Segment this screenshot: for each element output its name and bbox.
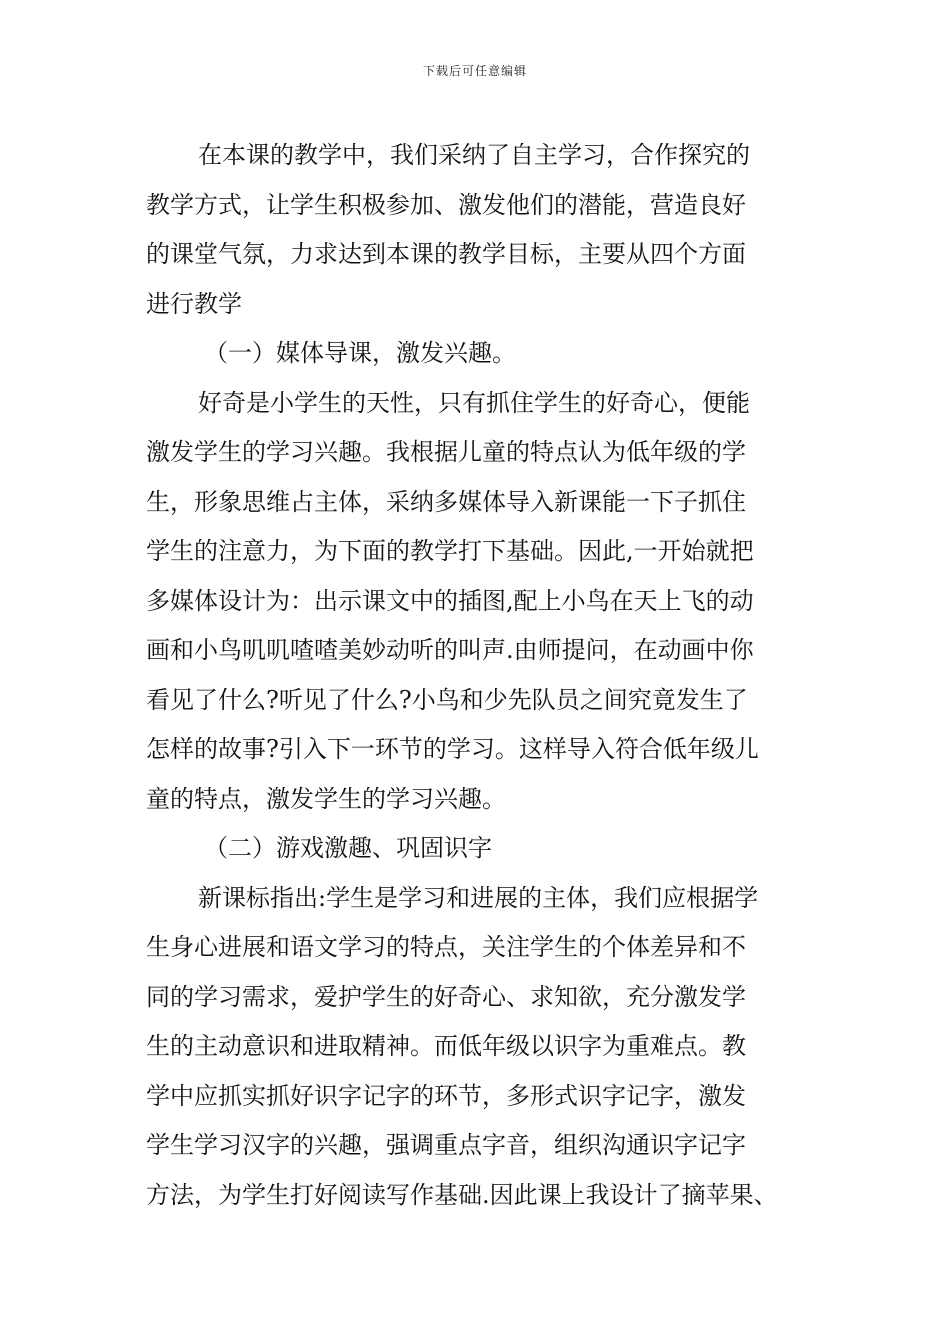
paragraph-line: 学生的注意力，为下面的教学打下基础。因此,一开始就把: [146, 537, 754, 565]
section-heading: （一）媒体导课，激发兴趣。: [204, 339, 516, 367]
paragraph-line: 教学方式，让学生积极参加、激发他们的潜能，营造良好: [146, 190, 746, 219]
paragraph-line: 新课标指出:学生是学习和进展的主体，我们应根据学: [198, 883, 759, 912]
page-header: 下载后可任意编辑: [422, 64, 527, 78]
paragraph-line: 方法，为学生打好阅读写作基础.因此课上我设计了摘苹果、: [146, 1180, 778, 1209]
paragraph-line: 看见了什么?听见了什么?小鸟和少先队员之间究竟发生了: [146, 685, 748, 714]
paragraph-line: 生身心进展和语文学习的特点，关注学生的个体差异和不: [146, 933, 746, 961]
paragraph-line: 学生学习汉字的兴趣，强调重点字音，组织沟通识字记字: [146, 1131, 746, 1159]
paragraph-line: 激发学生的学习兴趣。我根据儿童的特点认为低年级的学: [146, 438, 746, 466]
paragraph-line: 童的特点，激发学生的学习兴趣。: [146, 784, 506, 813]
paragraph-line: 好奇是小学生的天性，只有抓住学生的好奇心，便能: [198, 388, 750, 417]
paragraph-line: 怎样的故事?引入下一环节的学习。这样导入符合低年级儿: [146, 735, 759, 763]
paragraph-line: 画和小鸟叽叽喳喳美妙动听的叫声.由师提问，在动画中你: [146, 636, 754, 664]
paragraph-line: 在本课的教学中，我们采纳了自主学习，合作探究的: [198, 141, 750, 169]
section-heading: （二）游戏激趣、巩固识字: [204, 834, 492, 862]
paragraph-line: 的课堂气氛，力求达到本课的教学目标，主要从四个方面: [146, 240, 746, 268]
paragraph-line: 生，形象思维占主体，采纳多媒体导入新课能一下子抓住: [146, 487, 746, 516]
paragraph-line: 学中应抓实抓好识字记字的环节，多形式识字记字，激发: [146, 1081, 746, 1110]
paragraph-line: 同的学习需求，爱护学生的好奇心、求知欲，充分激发学: [146, 982, 746, 1011]
paragraph-line: 多媒体设计为：出示课文中的插图,配上小鸟在天上飞的动: [146, 586, 754, 615]
paragraph-line: 生的主动意识和进取精神。而低年级以识字为重难点。教: [146, 1032, 746, 1060]
document-body: [146, 131, 826, 1220]
paragraph-line: 进行教学: [146, 289, 242, 318]
